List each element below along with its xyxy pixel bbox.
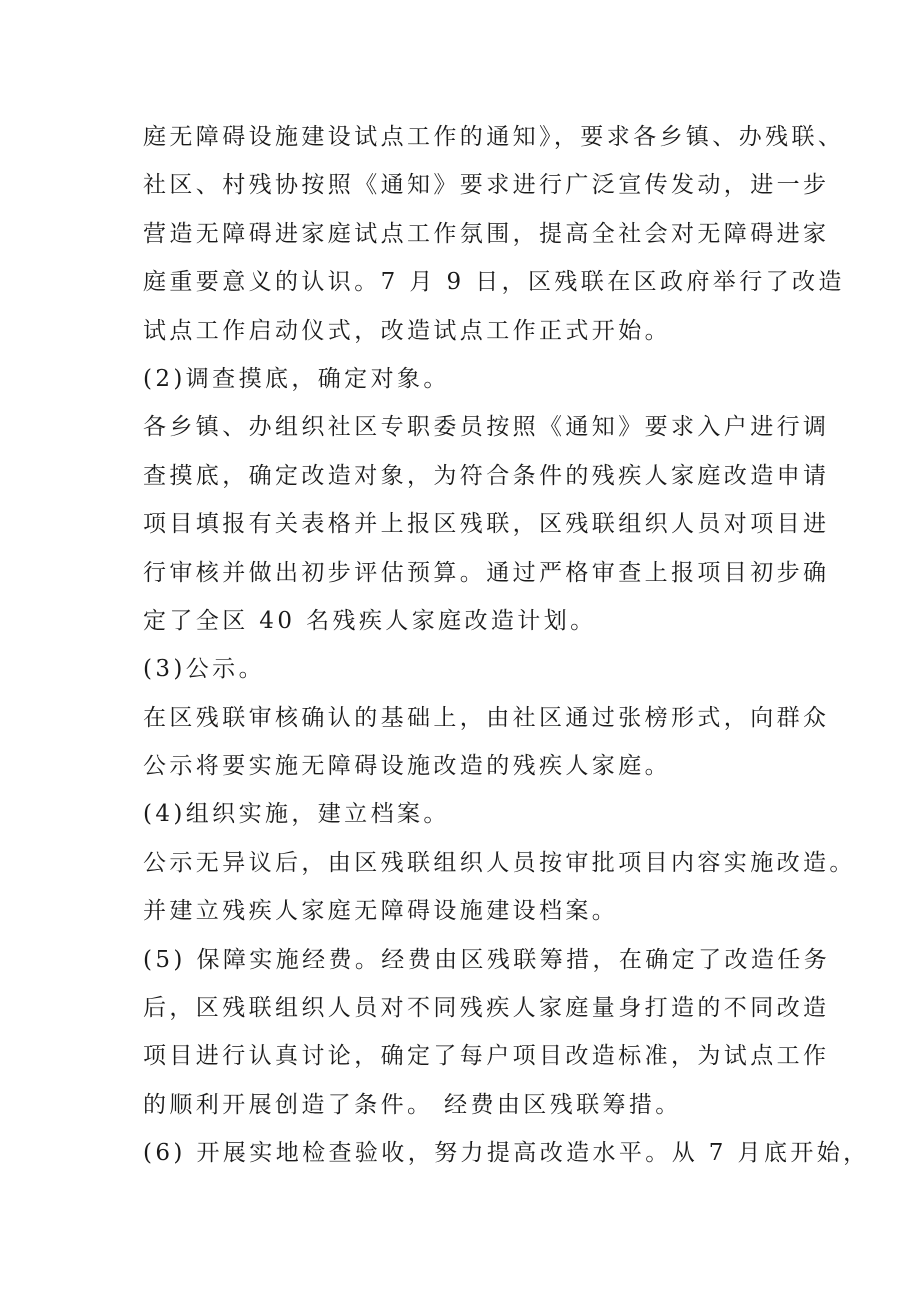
text-line: 庭无障碍设施建设试点工作的通知》，要求各乡镇、办残联、 — [143, 124, 845, 150]
text-line: 并建立残疾人家庭无障碍设施建设档案。 — [143, 898, 619, 925]
text-line: 社区、村残协按照《通知》要求进行广泛宣传发动，进一步 — [143, 172, 830, 199]
text-line: 公示将要实施无障碍设施改造的残疾人家庭。 — [143, 753, 671, 780]
section-heading-5: (5) 保障实施经费。经费由区残联筹措，在确定了改造任务 — [143, 946, 831, 973]
body-text — [143, 113, 870, 1178]
text-line: 后，区残联组织人员对不同残疾人家庭量身打造的不同改造 — [143, 995, 830, 1022]
text-line: 行审核并做出初步评估预算。通过严格审查上报项目初步确 — [143, 559, 830, 586]
section-heading-4: (4)组织实施，建立档案。 — [143, 801, 450, 828]
text-line: 定了全区 40 名残疾人家庭改造计划。 — [143, 607, 597, 634]
text-line: 查摸底，确定改造对象，为符合条件的残疾人家庭改造申请 — [143, 462, 830, 489]
text-line: 各乡镇、办组织社区专职委员按照《通知》要求入户进行调 — [143, 414, 830, 441]
text-line: 公示无异议后，由区残联组织人员按审批项目内容实施改造。 — [143, 849, 856, 876]
text-line: 项目填报有关表格并上报区残联，区残联组织人员对项目进 — [143, 511, 830, 538]
section-heading-6: (6) 开展实地检查验收，努力提高改造水平。从 7 月底开始， — [143, 1140, 870, 1167]
text-line: 营造无障碍进家庭试点工作氛围，提高全社会对无障碍进家 — [143, 220, 830, 247]
text-line: 在区残联审核确认的基础上，由社区通过张榜形式，向群众 — [143, 704, 830, 731]
section-heading-2: (2)调查摸底，确定对象。 — [143, 365, 450, 392]
text-line: 的顺利开展创造了条件。 经费由区残联筹措。 — [143, 1091, 682, 1118]
section-heading-3: (3)公示。 — [143, 656, 265, 683]
text-line: 项目进行认真讨论，确定了每户项目改造标准，为试点工作 — [143, 1043, 830, 1070]
text-line: 试点工作启动仪式，改造试点工作正式开始。 — [143, 317, 671, 344]
text-line: 庭重要意义的认识。7 月 9 日，区残联在区政府举行了改造 — [143, 269, 845, 296]
